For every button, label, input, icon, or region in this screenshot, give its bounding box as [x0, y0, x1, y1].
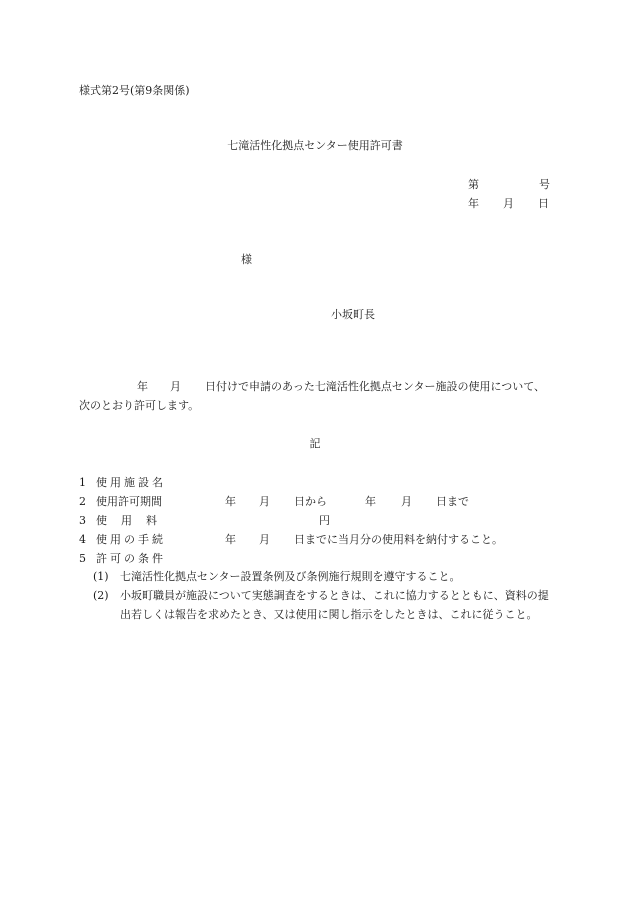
date-year: 年	[468, 197, 479, 210]
body-year: 年	[137, 380, 148, 393]
fee-yen: 円	[319, 514, 330, 527]
ki-heading: 記	[309, 437, 321, 450]
item-conditions: 5 許可の条件	[79, 552, 166, 565]
fee-label: 使用料	[96, 514, 171, 527]
date-month: 月	[503, 197, 514, 210]
period-label: 使用許可期間	[96, 495, 162, 508]
procedure-label: 使用の手続	[96, 533, 166, 546]
conditions-label: 許可の条件	[96, 552, 166, 565]
item-fee: 3 使用料 円	[79, 514, 330, 527]
number-suffix: 号	[539, 178, 550, 191]
issue-date-line	[468, 195, 549, 211]
form-number: 様式第2号(第9条関係)	[79, 84, 190, 97]
condition-2: (2) 小坂町職員が施設について実態調査をするときは、これに協力するとともに、資料の提出若しくは報告を求めたとき、又は使用に関し指示をしたときは、これに従うこと。	[93, 589, 549, 621]
permission-statement	[79, 377, 553, 415]
condition-1: (1) 七滝活性化拠点センター設置条例及び条例施行規則を遵守すること。	[93, 570, 461, 583]
item-period: 2 使用許可期間 年 月 日から 年 月 日まで	[79, 495, 469, 508]
body-text: 日付けで申請のあった七滝活性化拠点センター施設の使用について、次のとおり許可します。	[79, 380, 546, 412]
issuer-name: 小坂町長	[331, 308, 375, 321]
item-facility: 1 使用施設名	[79, 476, 166, 489]
item-procedure: 4 使用の手続 年 月 日までに当月分の使用料を納付すること。	[79, 533, 503, 546]
document-title: 七滝活性化拠点センター使用許可書	[227, 139, 403, 152]
facility-label: 使用施設名	[96, 476, 166, 489]
body-month: 月	[170, 380, 181, 393]
date-day: 日	[538, 197, 549, 210]
number-prefix: 第	[468, 178, 479, 191]
document-number-line	[468, 176, 550, 192]
addressee-honorific: 様	[241, 253, 252, 266]
